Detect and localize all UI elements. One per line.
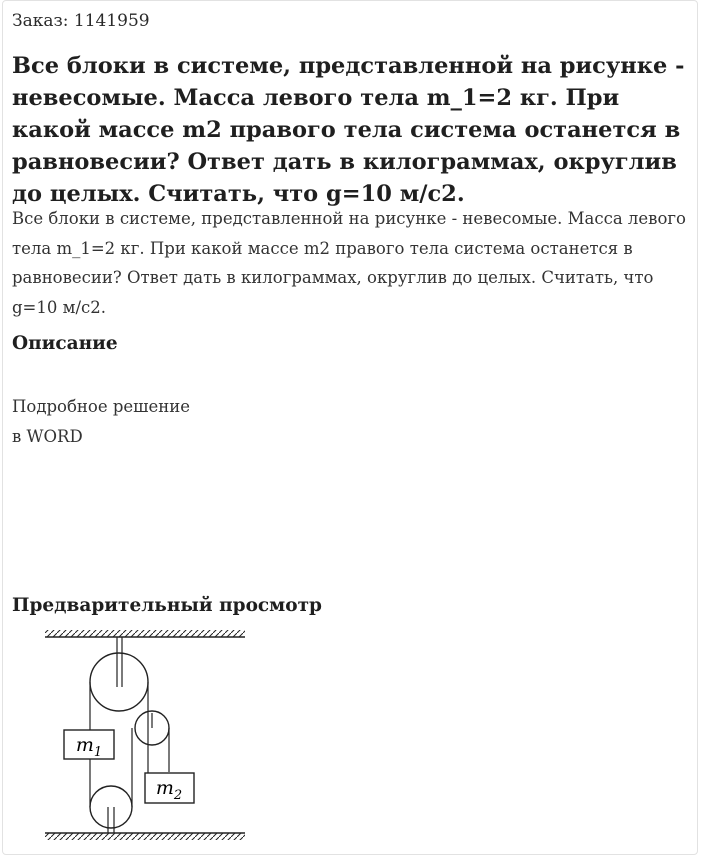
task-text: Все блоки в системе, представленной на рисунке - невесомые. Масса левого тела m_1=2 кг. При какой массе m2 правого тела система останется в равновесии? Ответ дать в килограммах, округлив до целых. Считать, что g=10 м/с2. — [12, 209, 686, 317]
mass2-subscript: 2 — [173, 788, 183, 803]
pulley-system-figure — [39, 627, 255, 845]
order-card — [2, 0, 698, 855]
floor — [45, 833, 245, 840]
bottom-pulley — [90, 786, 132, 833]
ceiling — [45, 630, 245, 637]
task-title: Все блоки в системе, представленной на рисунке - невесомые. Масса левого тела m_1=2 кг. При какой массе m2 правого тела система останется в равновесии? Ответ дать в килограммах, округлив до целых. Считать, что g=10 м/с2. — [12, 53, 685, 207]
mass1-block — [64, 730, 114, 760]
preview-heading: Предварительный просмотр — [12, 595, 322, 616]
description-heading: Описание — [12, 333, 118, 354]
top-pulley — [90, 637, 148, 711]
description-line-format: в WORD — [12, 427, 83, 446]
mass2-block — [145, 773, 194, 803]
mass2-symbol: m — [155, 777, 174, 799]
description-line-solution: Подробное решение — [12, 397, 191, 416]
mass1-subscript: 1 — [93, 745, 103, 760]
order-number: Заказ: 1141959 — [12, 11, 150, 31]
small-pulley — [135, 711, 169, 745]
mass1-symbol: m — [75, 734, 94, 756]
